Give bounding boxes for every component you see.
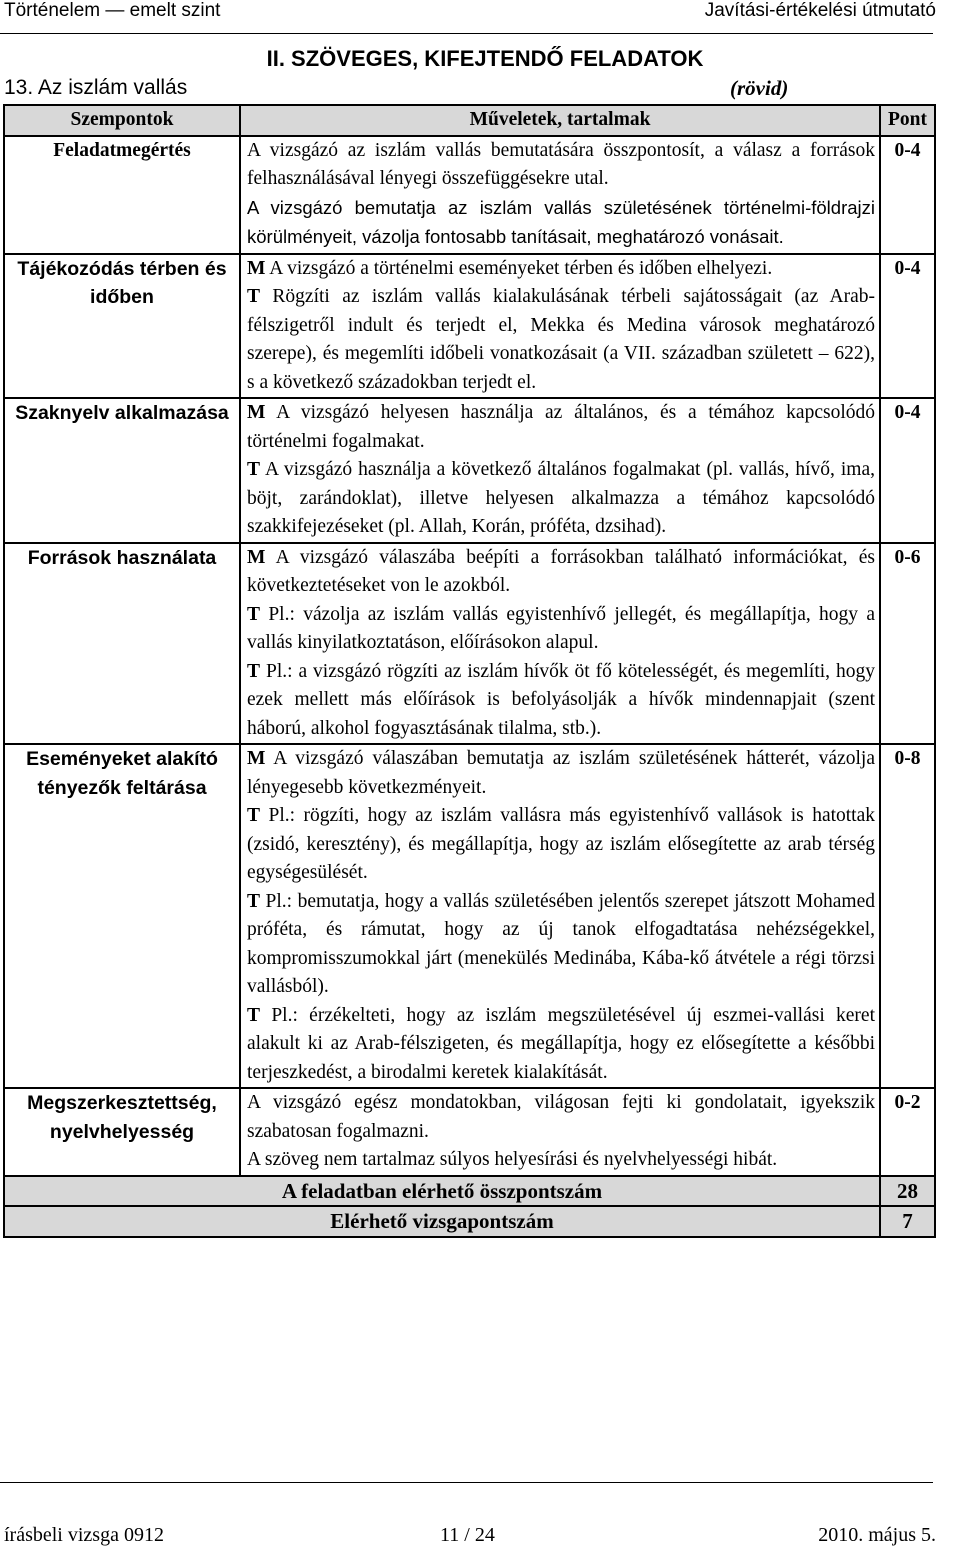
operations-cell	[240, 398, 880, 543]
line-prefix: T	[247, 286, 261, 307]
column-header-operations: Műveletek, tartalmak	[240, 105, 880, 136]
operation-line	[247, 888, 875, 1002]
line-text: Pl.: érzékelteti, hogy az iszlám megszületésével új eszmei-vallási keret alakult ki az Arab-félszigeten, és megállapítja, hogy ez elősegítette a későbbi terjeszkedést, a birodalmi keretek kialakítását.	[247, 1004, 876, 1083]
operation-line	[247, 802, 875, 888]
points-cell: 0-4	[880, 136, 935, 254]
operation-line	[247, 137, 875, 194]
operation-line	[247, 283, 875, 397]
line-prefix: M	[247, 748, 266, 769]
operations-cell	[240, 136, 880, 254]
scoring-table	[3, 104, 936, 1238]
task-title: 13. Az iszlám vallás	[4, 76, 188, 99]
operations-cell	[240, 543, 880, 745]
table-row	[4, 744, 935, 1088]
operations-cell	[240, 744, 880, 1088]
table-row	[4, 398, 935, 543]
line-text: Rögzíti az iszlám vallás kialakulásának térbeli sajátosságait (az Arab-félszigetről indult és terjedt el, Mekka és Medina városok meghatározó szerepe), és megemlíti időbeli vonatkozásait (a VII. században született – 622), s a következő századokban terjedt el.	[247, 286, 876, 393]
line-text: Pl.: a vizsgázó rögzíti az iszlám hívők öt fő kötelességét, és megemlíti, hogy ezek mellett más előírások is befolyásolják a hívők mindennapjait (szent háború, alkohol fogyasztásának tilalma, stb.).	[247, 660, 875, 739]
line-text: A vizsgázó az iszlám vallás bemutatására összpontosít, a válasz a források felhasználásával lényegi összefüggésekre utal.	[247, 139, 875, 189]
footer-date: 2010. május 5.	[818, 1524, 936, 1546]
header-guide: Javítási-értékelési útmutató	[704, 0, 936, 21]
points-cell: 0-4	[880, 398, 935, 543]
total-row	[4, 1176, 935, 1207]
footer-page-number: 11 / 24	[440, 1524, 495, 1546]
line-prefix: T	[247, 660, 261, 682]
line-prefix: T	[247, 603, 261, 625]
line-text: Pl.: rögzíti, hogy az iszlám vallásra más egyistenhívő vallások is hatottak (zsidó, keresztény), és megállapítja, hogy az iszlám elősegítette az arab térség egységesülését.	[247, 805, 876, 883]
operation-line	[247, 1089, 875, 1146]
criterion-cell: Tájékozódás térben és időben	[4, 254, 240, 399]
points-cell: 0-8	[880, 744, 935, 1088]
line-text: A vizsgázó a történelmi eseményeket térben és időben elhelyezi.	[269, 257, 773, 279]
line-text: A vizsgázó használja a következő általános fogalmakat (pl. vallás, hívő, ima, böjt, zarándoklat), illetve helyesen alkalmazza a témához kapcsolódó szakkifejezéseket (pl. Allah, Korán, próféta, dzsihad).	[247, 459, 875, 537]
table-row	[4, 254, 935, 399]
header-divider	[0, 33, 933, 34]
footer-exam: írásbeli vizsga 0912	[4, 1524, 164, 1546]
line-text: Pl.: bemutatja, hogy a vallás születésében jelentős szerepet játszott Mohamed próféta, és rámutat, hogy az új tanok elfogadtatása nehézségekkel, kompromisszumokkal járt (menekülés Medinába, Kába-kő átvétele a régi törzsi vallásból).	[247, 890, 876, 997]
header-subject: Történelem — emelt szint	[4, 0, 221, 21]
line-text: A vizsgázó helyesen használja az általános, és a témához kapcsolódó történelmi fogalmakat.	[247, 402, 875, 452]
operation-line	[247, 194, 875, 253]
operation-line	[247, 1002, 875, 1088]
line-prefix: T	[247, 805, 261, 826]
total-value: 28	[880, 1176, 935, 1207]
criterion-cell: Feladatmegértés	[4, 136, 240, 254]
line-prefix: M	[247, 402, 266, 423]
criterion-cell: Eseményeket alakító tényezők feltárása	[4, 744, 240, 1088]
total-row	[4, 1206, 935, 1237]
operations-cell	[240, 254, 880, 399]
line-text: A vizsgázó egész mondatokban, világosan fejti ki gondolatait, igyekszik szabatosan fogalmazni.	[247, 1092, 875, 1142]
table-row	[4, 543, 935, 745]
total-value: 7	[880, 1206, 935, 1237]
table-row	[4, 1088, 935, 1176]
column-header-points: Pont	[880, 105, 935, 136]
section-title: II. SZÖVEGES, KIFEJTENDŐ FELADATOK	[266, 46, 704, 71]
line-prefix: M	[247, 257, 266, 279]
operation-line	[247, 399, 875, 456]
operation-line	[247, 745, 875, 802]
line-prefix: T	[247, 890, 261, 912]
operation-line	[247, 658, 875, 744]
total-label: A feladatban elérhető összpontszám	[4, 1176, 880, 1207]
points-cell: 0-2	[880, 1088, 935, 1176]
table-row	[4, 136, 935, 254]
line-prefix: T	[247, 459, 261, 480]
column-header-criteria: Szempontok	[4, 105, 240, 136]
criterion-cell: Szaknyelv alkalmazása	[4, 398, 240, 543]
line-prefix: T	[247, 1004, 261, 1026]
line-prefix: M	[247, 546, 266, 568]
operation-line	[247, 456, 875, 542]
table-header-row	[4, 105, 935, 136]
operation-line	[247, 601, 875, 658]
criterion-cell: Források használata	[4, 543, 240, 745]
operation-line	[247, 255, 875, 284]
operations-cell	[240, 1088, 880, 1176]
points-cell: 0-4	[880, 254, 935, 399]
points-cell: 0-6	[880, 543, 935, 745]
total-label: Elérhető vizsgapontszám	[4, 1206, 880, 1237]
line-text: A vizsgázó válaszában bemutatja az iszlám születésének hátterét, vázolja lényegesebb következményeit.	[247, 748, 875, 798]
footer-divider	[0, 1482, 933, 1483]
line-text: A szöveg nem tartalmaz súlyos helyesírási és nyelvhelyességi hibát.	[247, 1149, 778, 1170]
criterion-cell: Megszerkesztettség, nyelvhelyesség	[4, 1088, 240, 1176]
line-text: Pl.: vázolja az iszlám vallás egyistenhívő jellegét, és megállapítja, hogy a vallás kinyilatkoztatáson, előírásokon alapul.	[247, 603, 875, 653]
operation-line	[247, 1146, 875, 1175]
line-text: A vizsgázó válaszába beépíti a forrásokban található információkat, és következtetéseket von le azokból.	[247, 546, 875, 596]
task-note: (rövid)	[730, 76, 789, 100]
line-text: A vizsgázó bemutatja az iszlám vallás születésének történelmi-földrajzi körülményeit, vázolja fontosabb tanításait, meghatározó vonásait.	[247, 196, 875, 247]
operation-line	[247, 544, 875, 601]
